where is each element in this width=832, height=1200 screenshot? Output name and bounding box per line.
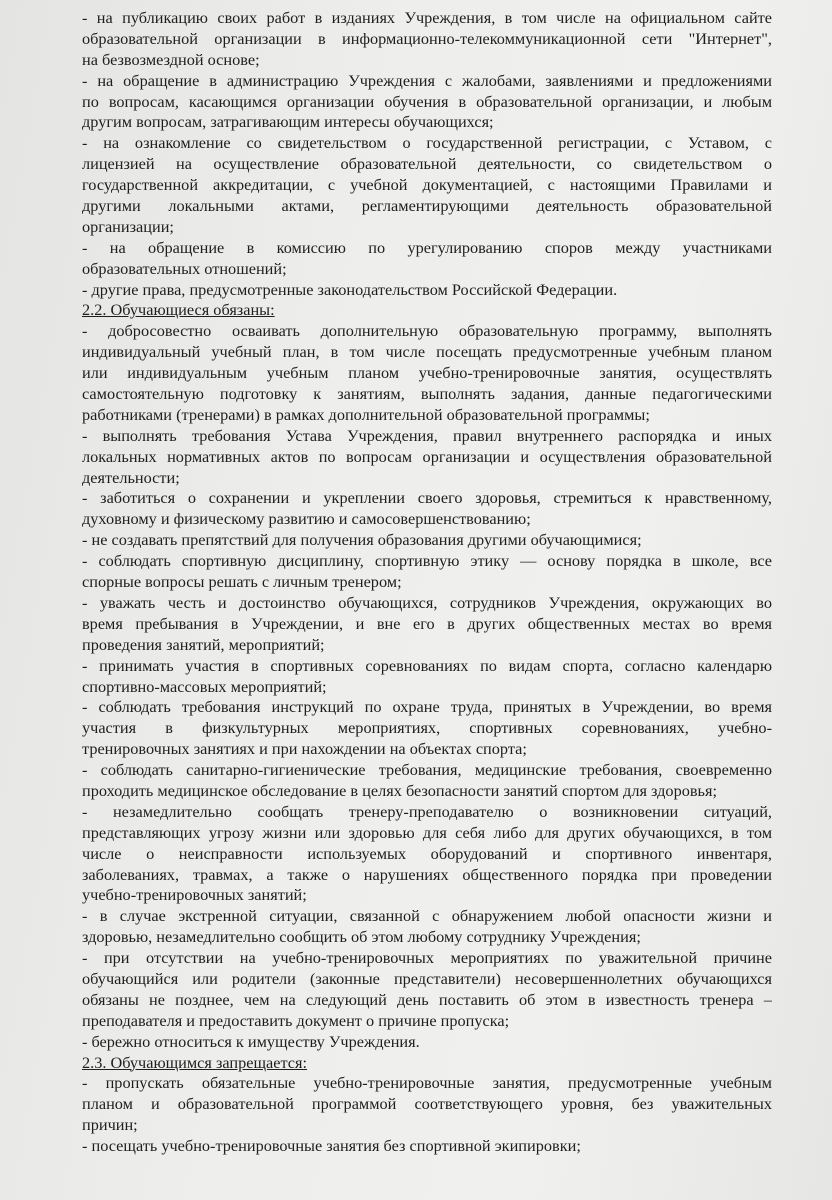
section-heading — [82, 1053, 772, 1074]
text-line: - посещать учебно-тренировочные занятия без спортивной экипировки; — [82, 1136, 581, 1156]
list-item-paragraph — [82, 488, 772, 530]
text-line: спорные вопросы решать с личным тренером; — [82, 572, 402, 592]
list-item-paragraph — [82, 321, 772, 425]
text-line: другим вопросам, затрагивающим интересы обучающихся; — [82, 112, 494, 132]
text-line: организации; — [82, 216, 174, 236]
text-line: участия в физкультурных мероприятиях, спортивных соревнованиях, учебно- — [82, 718, 772, 738]
document-page — [82, 8, 772, 1157]
text-line: - соблюдать требования инструкций по охране труда, принятых в Учреждении, во время — [82, 697, 772, 717]
text-line: по вопросам, касающимся организации обучения в образовательной организации, и любым — [82, 91, 772, 111]
text-line: государственной аккредитации, с учебной документацией, с настоящими Правилами и — [82, 175, 772, 195]
list-item-paragraph — [82, 8, 772, 71]
text-line: числе о неисправности используемых оборудований и спортивного инвентаря, — [82, 843, 772, 863]
list-item-paragraph — [82, 238, 772, 280]
list-item-paragraph — [82, 1073, 772, 1136]
text-line: время пребывания в Учреждении, и вне его в других общественных местах во время — [82, 613, 772, 633]
list-item-paragraph — [82, 593, 772, 656]
text-line: здоровью, незамедлительно сообщить об этом любому сотруднику Учреждения; — [82, 927, 641, 947]
text-line: образовательных отношений; — [82, 258, 287, 278]
list-item-paragraph — [82, 133, 772, 237]
section-heading — [82, 300, 772, 321]
text-line: причин; — [82, 1115, 138, 1135]
text-line: работниками (тренерами) в рамках дополнительной образовательной программы; — [82, 404, 650, 424]
text-line: заболеваниях, травмах, а также о нарушениях общественного порядка при проведении — [82, 864, 772, 884]
text-line: обязаны не позднее, чем на следующий день поставить об этом в известность тренера – — [82, 989, 772, 1009]
text-line: другими локальными актами, регламентирующими деятельность образовательной — [82, 196, 772, 216]
text-line: деятельности; — [82, 467, 180, 487]
text-line: - незамедлительно сообщать тренеру-преподавателю о возникновении ситуаций, — [82, 801, 772, 821]
text-line: локальных нормативных актов по вопросам организации и осуществления образовательной — [82, 446, 772, 466]
text-line: - заботиться о сохранении и укреплении своего здоровья, стремиться к нравственному, — [82, 488, 772, 508]
text-line: на безвозмездной основе; — [82, 49, 260, 69]
list-item-paragraph — [82, 280, 772, 301]
text-line: проходить медицинское обследование в целях безопасности занятий спортом для здоровья; — [82, 780, 717, 800]
text-line: - на ознакомление со свидетельством о государственной регистрации, с Уставом, с — [82, 133, 772, 153]
list-item-paragraph — [82, 948, 772, 1032]
text-line: - другие права, предусмотренные законодательством Российской Федерации. — [82, 279, 618, 299]
section-heading-text: 2.2. Обучающиеся обязаны: — [82, 300, 275, 320]
text-line: обучающийся или родители (законные представители) несовершеннолетних обучающихся — [82, 968, 772, 988]
list-item-paragraph — [82, 697, 772, 760]
list-item-paragraph — [82, 1136, 772, 1157]
text-line: - не создавать препятствий для получения образования другими обучающимися; — [82, 530, 642, 550]
text-line: духовному и физическому развитию и самосовершенствованию; — [82, 509, 531, 529]
list-item-paragraph — [82, 551, 772, 593]
list-item-paragraph — [82, 802, 772, 906]
list-item-paragraph — [82, 530, 772, 551]
text-line: лицензией на осуществление образовательной деятельности, со свидетельством о — [82, 154, 772, 174]
text-line: - при отсутствии на учебно-тренировочных мероприятиях по уважительной причине — [82, 948, 772, 968]
text-line: - соблюдать санитарно-гигиенические требования, медицинские требования, своевременно — [82, 760, 772, 780]
text-line: - добросовестно осваивать дополнительную образовательную программу, выполнять — [82, 321, 772, 341]
text-line: - в случае экстренной ситуации, связанной с обнаружением любой опасности жизни и — [82, 906, 772, 926]
list-item-paragraph — [82, 426, 772, 489]
text-line: образовательной организации в информационно-телекоммуникационной сети "Интернет", — [82, 28, 772, 48]
text-line: проведения занятий, мероприятий; — [82, 634, 325, 654]
text-line: - принимать участия в спортивных соревнованиях по видам спорта, согласно календарю — [82, 655, 772, 675]
text-line: - соблюдать спортивную дисциплину, спортивную этику — основу порядка в школе, все — [82, 551, 772, 571]
text-line: - пропускать обязательные учебно-тренировочные занятия, предусмотренные учебным — [82, 1073, 772, 1093]
list-item-paragraph — [82, 906, 772, 948]
list-item-paragraph — [82, 760, 772, 802]
text-line: - на обращение в комиссию по урегулированию споров между участниками — [82, 237, 772, 257]
text-line: - бережно относиться к имуществу Учреждения. — [82, 1031, 420, 1051]
list-item-paragraph — [82, 656, 772, 698]
section-heading-text: 2.3. Обучающимся запрещается: — [82, 1052, 308, 1072]
text-line: или индивидуальным учебным планом учебно-тренировочные занятия, осуществлять — [82, 363, 772, 383]
text-line: - выполнять требования Устава Учреждения, правил внутреннего распорядка и иных — [82, 425, 772, 445]
text-line: представляющих угрозу жизни или здоровью для себя либо для других обучающихся, в том — [82, 822, 772, 842]
text-line: планом и образовательной программой соответствующего уровня, без уважительных — [82, 1094, 772, 1114]
text-line: - на публикацию своих работ в изданиях Учреждения, в том числе на официальном сайте — [82, 8, 772, 27]
text-line: тренировочных занятиях и при нахождении на объектах спорта; — [82, 739, 527, 759]
text-line: преподавателя и предоставить документ о причине пропуска; — [82, 1010, 510, 1030]
list-item-paragraph — [82, 71, 772, 134]
text-line: самостоятельную подготовку к занятиям, выполнять задания, данные педагогическими — [82, 384, 772, 404]
text-line: спортивно-массовых мероприятий; — [82, 676, 327, 696]
text-line: - уважать честь и достоинство обучающихся, сотрудников Учреждения, окружающих во — [82, 592, 772, 612]
list-item-paragraph — [82, 1032, 772, 1053]
text-line: учебно-тренировочных занятий; — [82, 885, 307, 905]
text-line: - на обращение в администрацию Учреждения с жалобами, заявлениями и предложениями — [82, 70, 772, 90]
text-line: индивидуальный учебный план, в том числе посещать предусмотренные учебным планом — [82, 342, 772, 362]
